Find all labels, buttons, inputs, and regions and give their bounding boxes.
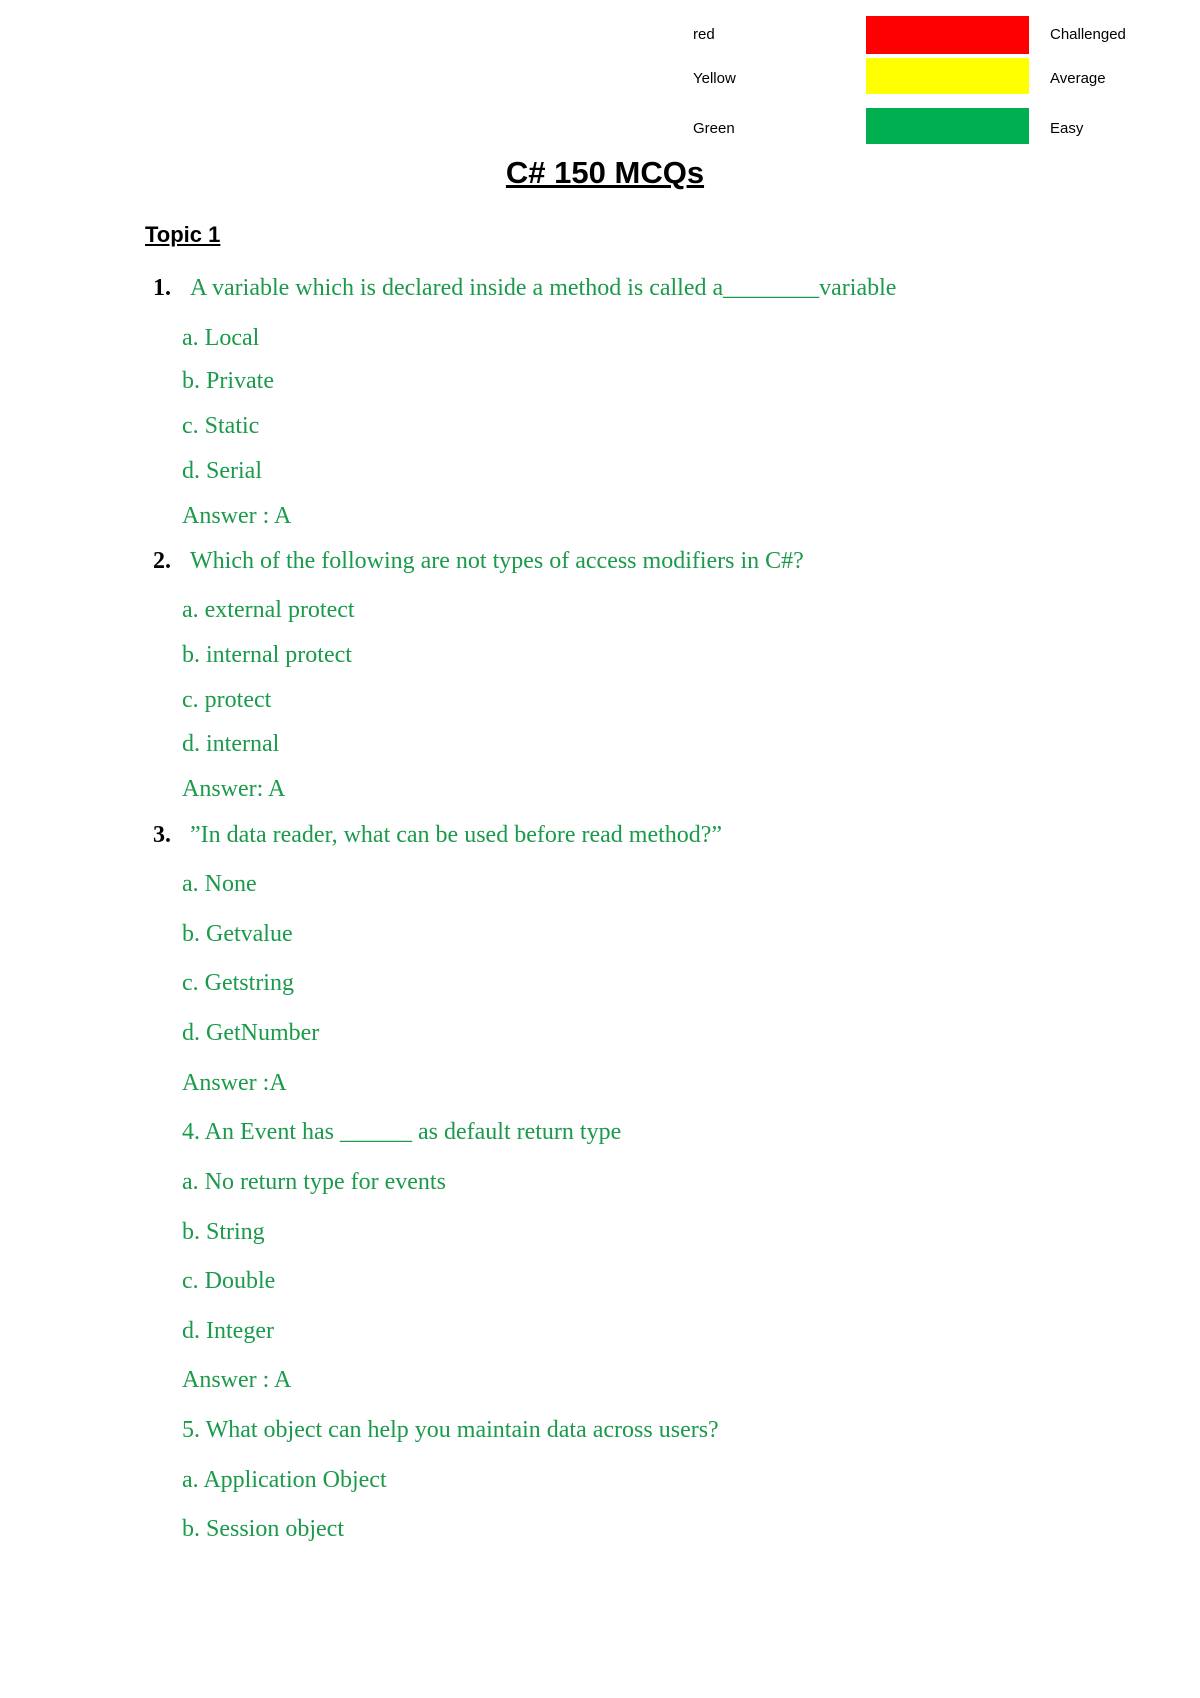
legend-level-average: Average [1050,70,1106,87]
question-5-option-a: a. Application Object [182,1467,387,1493]
legend-level-challenged: Challenged [1050,26,1126,43]
question-4-option-d: d. Integer [182,1318,274,1344]
legend-level-easy: Easy [1050,120,1084,137]
legend-swatch-red [866,16,1029,54]
question-4-option-c: c. Double [182,1268,276,1294]
page-title: C# 150 MCQs [505,155,705,190]
question-1-option-c: c. Static [182,413,260,439]
difficulty-legend [0,0,1200,150]
question-3-number: 3. [153,822,171,848]
legend-label-green: Green [693,120,735,137]
question-4-text: 4. An Event has ______ as default return type [182,1119,622,1145]
legend-label-yellow: Yellow [693,70,736,87]
question-4-answer: Answer : A [182,1367,292,1393]
question-3-answer: Answer :A [182,1070,287,1096]
question-1-option-b: b. Private [182,368,274,394]
question-3-option-b: b. Getvalue [182,921,293,947]
legend-swatch-green [866,108,1029,144]
legend-label-red: red [693,26,715,43]
question-1-answer: Answer : A [182,503,292,529]
question-2-option-a: a. external protect [182,597,355,623]
question-3-option-d: d. GetNumber [182,1020,320,1046]
question-2-option-c: c. protect [182,687,272,713]
topic-heading: Topic 1 [145,222,221,247]
question-2-option-d: d. internal [182,731,280,757]
question-1-text: A variable which is declared inside a method is called a________variable [190,275,897,301]
legend-swatch-yellow [866,58,1029,94]
question-3-option-c: c. Getstring [182,970,294,996]
question-4-option-b: b. String [182,1219,265,1245]
question-4-option-a: a. No return type for events [182,1169,446,1195]
question-1-number: 1. [153,275,171,301]
question-3-text: ”In data reader, what can be used before read method?” [190,822,723,848]
question-5-option-b: b. Session object [182,1516,344,1542]
question-5-text: 5. What object can help you maintain data across users? [182,1417,719,1443]
question-2-option-b: b. internal protect [182,642,352,668]
question-1-option-a: a. Local [182,325,260,351]
question-2-number: 2. [153,548,171,574]
question-3-option-a: a. None [182,871,257,897]
question-1-option-d: d. Serial [182,458,262,484]
question-2-answer: Answer: A [182,776,286,802]
question-2-text: Which of the following are not types of access modifiers in C#? [190,548,804,574]
